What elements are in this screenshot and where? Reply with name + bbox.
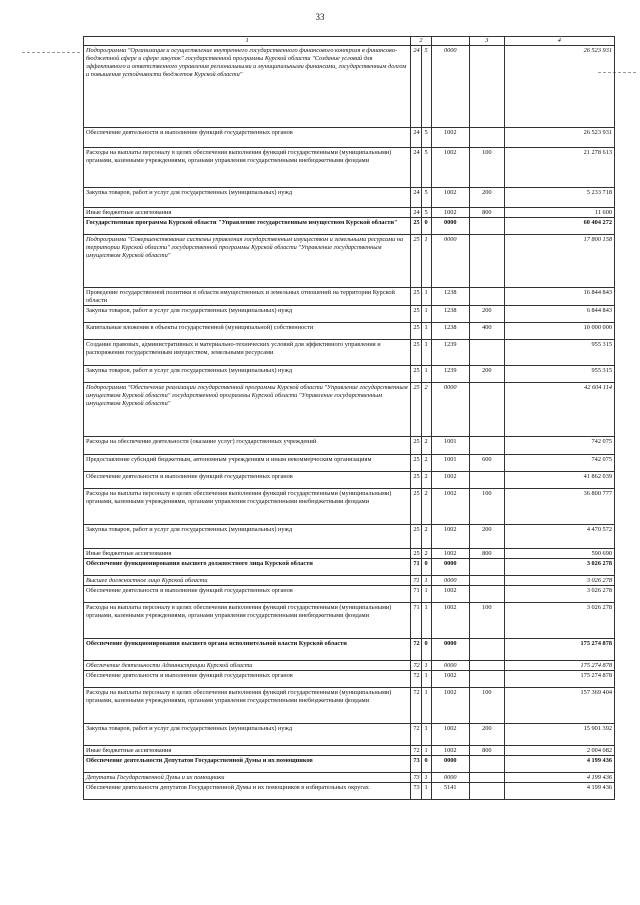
row-program-code: 72 bbox=[411, 671, 421, 688]
row-name: Обеспечение деятельности и выполнение функций государственных органов bbox=[84, 671, 411, 688]
row-amount: 2 004 082 bbox=[504, 746, 614, 756]
row-direction-code: 1002 bbox=[431, 472, 469, 489]
row-direction-code: 1002 bbox=[431, 525, 469, 549]
table-row bbox=[84, 46, 615, 128]
row-subprogram-code: 2 bbox=[421, 383, 431, 437]
row-direction-code: 1239 bbox=[431, 340, 469, 366]
row-direction-code: 1238 bbox=[431, 288, 469, 306]
row-amount: 42 604 114 bbox=[504, 383, 614, 437]
row-amount: 955 315 bbox=[504, 366, 614, 383]
row-subprogram-code: 1 bbox=[421, 340, 431, 366]
row-subprogram-code: 5 bbox=[421, 128, 431, 148]
row-direction-code: 1238 bbox=[431, 323, 469, 340]
table-row bbox=[84, 366, 615, 383]
row-name: Закупка товаров, работ и услуг для государственных (муниципальных) нужд bbox=[84, 724, 411, 746]
row-expense-type: 200 bbox=[469, 525, 504, 549]
row-amount: 742 075 bbox=[504, 437, 614, 455]
row-name: Закупка товаров, работ и услуг для государственных (муниципальных) нужд bbox=[84, 306, 411, 323]
row-amount: 11 600 bbox=[504, 208, 614, 218]
header-col-2: 2 bbox=[411, 37, 431, 46]
row-program-code: 71 bbox=[411, 559, 421, 576]
row-amount: 36 800 777 bbox=[504, 489, 614, 525]
row-expense-type bbox=[469, 437, 504, 455]
row-name: Обеспечение деятельности депутатов Государственной Думы и их помощников в избирательных округах bbox=[84, 783, 411, 800]
row-amount: 590 690 bbox=[504, 549, 614, 559]
row-subprogram-code: 1 bbox=[421, 773, 431, 783]
row-expense-type bbox=[469, 472, 504, 489]
row-name: Обеспечение деятельности и выполнение функций государственных органов bbox=[84, 472, 411, 489]
row-name: Обеспечение деятельности и выполнение функций государственных органов bbox=[84, 586, 411, 603]
table-row bbox=[84, 128, 615, 148]
row-program-code: 71 bbox=[411, 603, 421, 639]
row-program-code: 24 bbox=[411, 46, 421, 128]
row-subprogram-code: 1 bbox=[421, 235, 431, 288]
row-direction-code: 1002 bbox=[431, 188, 469, 208]
row-direction-code: 1002 bbox=[431, 603, 469, 639]
page-number: 33 bbox=[315, 12, 325, 22]
row-program-code: 72 bbox=[411, 639, 421, 661]
table-row bbox=[84, 756, 615, 773]
table-row bbox=[84, 603, 615, 639]
row-name: Предоставление субсидий бюджетным, автономным учреждениям и иным некоммерческим организациям bbox=[84, 455, 411, 472]
row-subprogram-code: 0 bbox=[421, 756, 431, 773]
row-program-code: 25 bbox=[411, 549, 421, 559]
row-name: Обеспечение функционирования высшего органа исполнительной власти Курской области bbox=[84, 639, 411, 661]
row-direction-code: 0000 bbox=[431, 773, 469, 783]
table-row bbox=[84, 783, 615, 800]
row-direction-code: 1002 bbox=[431, 128, 469, 148]
row-subprogram-code: 1 bbox=[421, 306, 431, 323]
row-subprogram-code: 2 bbox=[421, 549, 431, 559]
row-program-code: 72 bbox=[411, 688, 421, 724]
header-col-2b bbox=[431, 37, 469, 46]
row-amount: 26 523 931 bbox=[504, 128, 614, 148]
row-direction-code: 1002 bbox=[431, 746, 469, 756]
row-expense-type: 100 bbox=[469, 148, 504, 188]
row-expense-type: 200 bbox=[469, 306, 504, 323]
row-amount: 16 844 843 bbox=[504, 288, 614, 306]
row-expense-type bbox=[469, 218, 504, 235]
table-row bbox=[84, 746, 615, 756]
row-program-code: 24 bbox=[411, 188, 421, 208]
row-name: Расходы на выплаты персоналу в целях обеспечения выполнения функций государственными (муниципальными) органами, казенными учреждениями, органами управления государственными внебюджетными фондами bbox=[84, 489, 411, 525]
row-direction-code: 0000 bbox=[431, 218, 469, 235]
row-name: Обеспечение функционирования высшего должностного лица Курской области bbox=[84, 559, 411, 576]
row-direction-code: 0000 bbox=[431, 639, 469, 661]
row-expense-type bbox=[469, 773, 504, 783]
row-subprogram-code: 1 bbox=[421, 671, 431, 688]
scan-artifact-left bbox=[22, 52, 80, 53]
row-direction-code: 1002 bbox=[431, 208, 469, 218]
row-amount: 157 369 404 bbox=[504, 688, 614, 724]
row-program-code: 25 bbox=[411, 489, 421, 525]
row-amount: 175 274 878 bbox=[504, 639, 614, 661]
row-expense-type bbox=[469, 340, 504, 366]
row-expense-type bbox=[469, 235, 504, 288]
row-program-code: 73 bbox=[411, 773, 421, 783]
row-amount: 5 233 718 bbox=[504, 188, 614, 208]
row-name: Высшее должностное лицо Курской области bbox=[84, 576, 411, 586]
row-subprogram-code: 5 bbox=[421, 208, 431, 218]
table-row bbox=[84, 576, 615, 586]
row-amount: 4 199 436 bbox=[504, 756, 614, 773]
row-subprogram-code: 2 bbox=[421, 455, 431, 472]
row-direction-code: 0000 bbox=[431, 559, 469, 576]
row-amount: 3 026 278 bbox=[504, 559, 614, 576]
row-name: Расходы на выплаты персоналу в целях обеспечения выполнения функций государственными (муниципальными) органами, казенными учреждениями, органами управления государственными внебюджетными фондами bbox=[84, 688, 411, 724]
row-program-code: 25 bbox=[411, 383, 421, 437]
row-expense-type bbox=[469, 586, 504, 603]
row-program-code: 72 bbox=[411, 661, 421, 671]
table-row bbox=[84, 559, 615, 576]
row-amount: 10 000 000 bbox=[504, 323, 614, 340]
row-direction-code: 0000 bbox=[431, 661, 469, 671]
row-amount: 21 278 613 bbox=[504, 148, 614, 188]
row-amount: 26 523 931 bbox=[504, 46, 614, 128]
row-expense-type: 200 bbox=[469, 188, 504, 208]
row-amount: 175 274 878 bbox=[504, 661, 614, 671]
row-subprogram-code: 1 bbox=[421, 783, 431, 800]
row-program-code: 25 bbox=[411, 366, 421, 383]
row-name: Создание правовых, административных и материально-технических условий для эффективного управления и распоряжения государственным имуществом, земельными ресурсами bbox=[84, 340, 411, 366]
table-row bbox=[84, 671, 615, 688]
table-row bbox=[84, 148, 615, 188]
row-program-code: 72 bbox=[411, 746, 421, 756]
row-name: Расходы на выплаты персоналу в целях обеспечения выполнения функций государственными (муниципальными) органами, казенными учреждениями, органами управления государственными внебюджетными фондами bbox=[84, 603, 411, 639]
row-subprogram-code: 0 bbox=[421, 639, 431, 661]
row-program-code: 71 bbox=[411, 576, 421, 586]
table-row bbox=[84, 586, 615, 603]
row-subprogram-code: 2 bbox=[421, 437, 431, 455]
row-subprogram-code: 2 bbox=[421, 525, 431, 549]
table-row bbox=[84, 208, 615, 218]
table-row bbox=[84, 639, 615, 661]
row-expense-type: 800 bbox=[469, 746, 504, 756]
table-row bbox=[84, 472, 615, 489]
row-subprogram-code: 1 bbox=[421, 724, 431, 746]
row-direction-code: 1238 bbox=[431, 306, 469, 323]
row-direction-code: 1001 bbox=[431, 455, 469, 472]
row-name: Подпрограмма "Организация и осуществление внутреннего государственного финансового контроля в финансово-бюджетной сфере и сфере закупок" государственной программы Курской области "Создание условий для эффективного и ответственного управления региональными и муниципальными финансами, государственным долгом и повышения устойчивости бюджетов Курской области" bbox=[84, 46, 411, 128]
row-direction-code: 1002 bbox=[431, 148, 469, 188]
row-expense-type bbox=[469, 661, 504, 671]
row-direction-code: 1002 bbox=[431, 688, 469, 724]
row-subprogram-code: 1 bbox=[421, 603, 431, 639]
row-subprogram-code: 1 bbox=[421, 366, 431, 383]
row-program-code: 25 bbox=[411, 340, 421, 366]
row-direction-code: 0000 bbox=[431, 46, 469, 128]
table-row bbox=[84, 724, 615, 746]
header-col-3: 3 bbox=[469, 37, 504, 46]
table-row bbox=[84, 383, 615, 437]
row-name: Обеспечение деятельности Администрации Курской области bbox=[84, 661, 411, 671]
row-program-code: 25 bbox=[411, 306, 421, 323]
row-amount: 3 026 278 bbox=[504, 586, 614, 603]
row-program-code: 25 bbox=[411, 525, 421, 549]
row-expense-type: 200 bbox=[469, 724, 504, 746]
row-direction-code: 1239 bbox=[431, 366, 469, 383]
row-program-code: 71 bbox=[411, 586, 421, 603]
row-program-code: 25 bbox=[411, 323, 421, 340]
budget-table bbox=[83, 36, 615, 800]
row-expense-type: 100 bbox=[469, 489, 504, 525]
row-program-code: 24 bbox=[411, 148, 421, 188]
row-expense-type: 200 bbox=[469, 366, 504, 383]
row-subprogram-code: 1 bbox=[421, 688, 431, 724]
row-subprogram-code: 0 bbox=[421, 559, 431, 576]
row-amount: 4 199 436 bbox=[504, 773, 614, 783]
row-expense-type bbox=[469, 756, 504, 773]
table-body bbox=[84, 46, 615, 800]
row-name: Обеспечение деятельности Депутатов Государственной Думы и их помощников bbox=[84, 756, 411, 773]
row-expense-type bbox=[469, 128, 504, 148]
row-expense-type: 400 bbox=[469, 323, 504, 340]
row-direction-code: 0000 bbox=[431, 576, 469, 586]
row-expense-type bbox=[469, 559, 504, 576]
row-name: Подпрограмма "Совершенствование системы управления государственным имуществом и земельными ресурсами на территории Курской области" государственной программы Курской области "Управление государственным имуществом Курской области" bbox=[84, 235, 411, 288]
row-amount: 4 199 436 bbox=[504, 783, 614, 800]
row-expense-type bbox=[469, 288, 504, 306]
table-row bbox=[84, 661, 615, 671]
row-subprogram-code: 5 bbox=[421, 188, 431, 208]
row-program-code: 25 bbox=[411, 472, 421, 489]
row-program-code: 73 bbox=[411, 756, 421, 773]
row-name: Депутаты Государственной Думы и их помощники bbox=[84, 773, 411, 783]
row-amount: 41 862 039 bbox=[504, 472, 614, 489]
table-row bbox=[84, 688, 615, 724]
row-amount: 955 315 bbox=[504, 340, 614, 366]
row-direction-code: 1002 bbox=[431, 489, 469, 525]
row-expense-type bbox=[469, 671, 504, 688]
row-expense-type bbox=[469, 783, 504, 800]
row-amount: 3 026 278 bbox=[504, 576, 614, 586]
table-row bbox=[84, 525, 615, 549]
row-program-code: 72 bbox=[411, 724, 421, 746]
row-subprogram-code: 1 bbox=[421, 323, 431, 340]
row-name: Обеспечение деятельности и выполнение функций государственных органов bbox=[84, 128, 411, 148]
row-subprogram-code: 2 bbox=[421, 472, 431, 489]
row-direction-code: 1002 bbox=[431, 586, 469, 603]
row-name: Проведение государственной политики в области имущественных и земельных отношений на территории Курской области bbox=[84, 288, 411, 306]
row-amount: 742 075 bbox=[504, 455, 614, 472]
row-amount: 15 901 392 bbox=[504, 724, 614, 746]
row-subprogram-code: 1 bbox=[421, 288, 431, 306]
row-expense-type bbox=[469, 639, 504, 661]
row-name: Расходы на выплаты персоналу в целях обеспечения выполнения функций государственными (муниципальными) органами, казенными учреждениями, органами управления государственными внебюджетными фондами bbox=[84, 148, 411, 188]
row-name: Иные бюджетные ассигнования bbox=[84, 549, 411, 559]
row-name: Иные бюджетные ассигнования bbox=[84, 208, 411, 218]
row-direction-code: 1001 bbox=[431, 437, 469, 455]
row-expense-type: 100 bbox=[469, 603, 504, 639]
row-expense-type: 600 bbox=[469, 455, 504, 472]
table-row bbox=[84, 306, 615, 323]
row-subprogram-code: 1 bbox=[421, 661, 431, 671]
row-name: Подпрограмма "Обеспечение реализации государственной программы Курской области "Управление государственным имуществом Курской области" государственной программы Курской области "Управление государственным имуществом Курской области" bbox=[84, 383, 411, 437]
row-direction-code: 0000 bbox=[431, 756, 469, 773]
row-amount: 3 026 278 bbox=[504, 603, 614, 639]
row-program-code: 25 bbox=[411, 218, 421, 235]
row-name: Закупка товаров, работ и услуг для государственных (муниципальных) нужд bbox=[84, 525, 411, 549]
row-program-code: 25 bbox=[411, 437, 421, 455]
row-name: Закупка товаров, работ и услуг для государственных (муниципальных) нужд bbox=[84, 366, 411, 383]
row-name: Иные бюджетные ассигнования bbox=[84, 746, 411, 756]
table-row bbox=[84, 549, 615, 559]
row-direction-code: 1002 bbox=[431, 671, 469, 688]
row-amount: 4 470 572 bbox=[504, 525, 614, 549]
table-row bbox=[84, 235, 615, 288]
table-row bbox=[84, 323, 615, 340]
row-amount: 175 274 878 bbox=[504, 671, 614, 688]
row-subprogram-code: 1 bbox=[421, 746, 431, 756]
header-col-1: 1 bbox=[84, 37, 411, 46]
row-expense-type: 800 bbox=[469, 549, 504, 559]
row-subprogram-code: 0 bbox=[421, 218, 431, 235]
row-name: Расходы на обеспечение деятельности (оказание услуг) государственных учреждений bbox=[84, 437, 411, 455]
row-subprogram-code: 5 bbox=[421, 46, 431, 128]
row-subprogram-code: 1 bbox=[421, 586, 431, 603]
row-subprogram-code: 2 bbox=[421, 489, 431, 525]
table-row bbox=[84, 218, 615, 235]
row-direction-code: 1002 bbox=[431, 549, 469, 559]
row-amount: 60 404 272 bbox=[504, 218, 614, 235]
row-amount: 17 800 158 bbox=[504, 235, 614, 288]
row-program-code: 25 bbox=[411, 288, 421, 306]
table-row bbox=[84, 437, 615, 455]
row-expense-type: 800 bbox=[469, 208, 504, 218]
table-row bbox=[84, 773, 615, 783]
table-row bbox=[84, 288, 615, 306]
row-expense-type: 100 bbox=[469, 688, 504, 724]
table-row bbox=[84, 188, 615, 208]
row-expense-type bbox=[469, 576, 504, 586]
table-row bbox=[84, 455, 615, 472]
row-program-code: 25 bbox=[411, 235, 421, 288]
row-direction-code: 1002 bbox=[431, 724, 469, 746]
row-amount: 6 844 843 bbox=[504, 306, 614, 323]
row-subprogram-code: 5 bbox=[421, 148, 431, 188]
table-row bbox=[84, 340, 615, 366]
row-name: Капитальные вложения в объекты государственной (муниципальной) собственности bbox=[84, 323, 411, 340]
row-program-code: 24 bbox=[411, 208, 421, 218]
row-direction-code: 5141 bbox=[431, 783, 469, 800]
row-program-code: 24 bbox=[411, 128, 421, 148]
table-row bbox=[84, 489, 615, 525]
row-program-code: 73 bbox=[411, 783, 421, 800]
row-subprogram-code: 1 bbox=[421, 576, 431, 586]
row-direction-code: 0000 bbox=[431, 383, 469, 437]
row-name: Закупка товаров, работ и услуг для государственных (муниципальных) нужд bbox=[84, 188, 411, 208]
row-direction-code: 0000 bbox=[431, 235, 469, 288]
header-col-4: 4 bbox=[504, 37, 614, 46]
row-expense-type bbox=[469, 46, 504, 128]
row-program-code: 25 bbox=[411, 455, 421, 472]
row-name: Государственная программа Курской области "Управление государственным имуществом Курской области" bbox=[84, 218, 411, 235]
table-header-row bbox=[84, 37, 615, 46]
row-expense-type bbox=[469, 383, 504, 437]
